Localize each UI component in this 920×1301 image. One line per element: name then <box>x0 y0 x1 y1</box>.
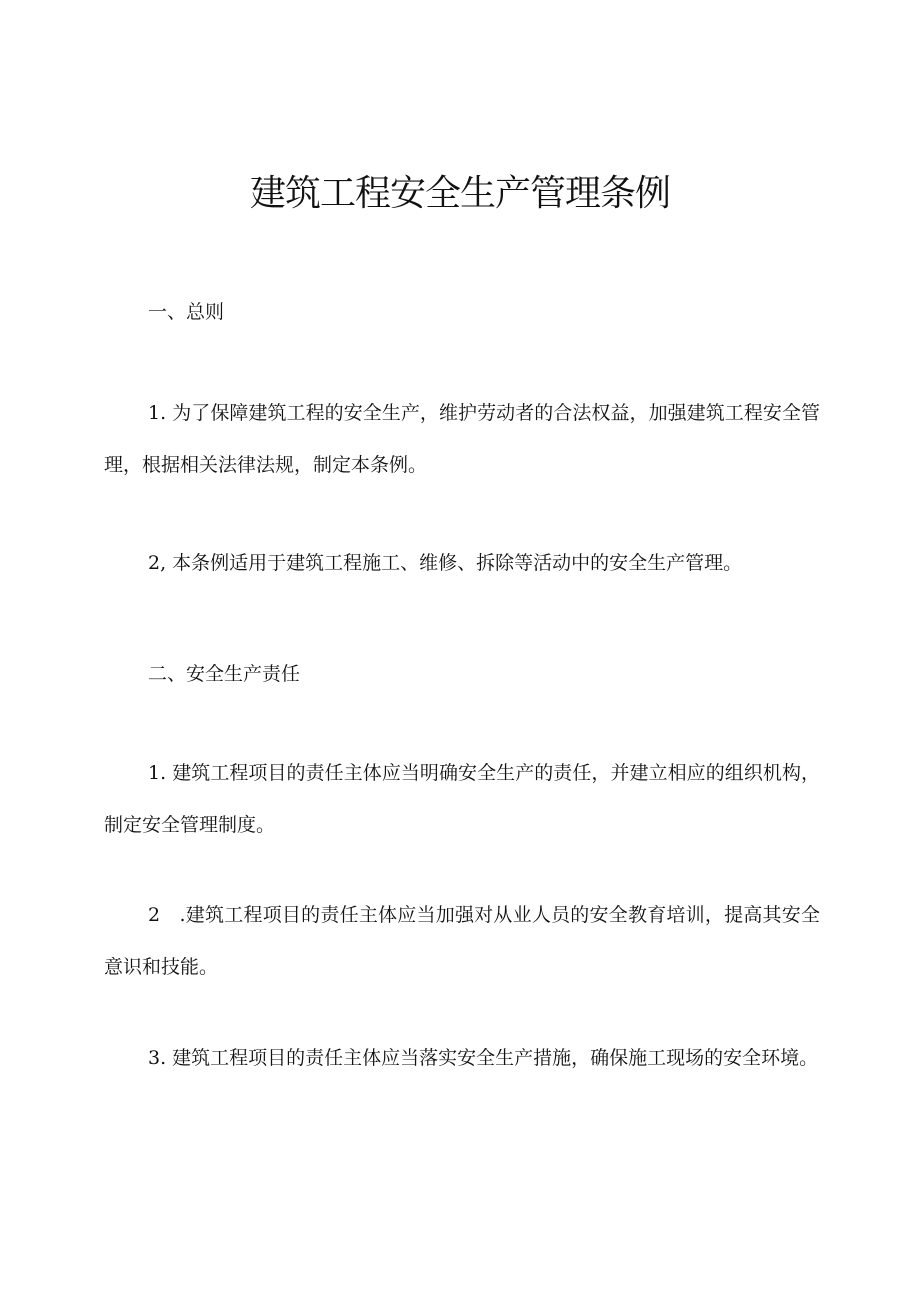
section-heading-general: 一、总则 <box>148 301 225 323</box>
paragraph-general-2: 2, 本条例适用于建筑工程施工、维修、拆除等活动中的安全生产管理。 <box>148 552 743 574</box>
paragraph-responsibility-2: 2 .建筑工程项目的责任主体应当加强对从业人员的安全教育培训，提高其安全意识和技能。 <box>104 904 820 978</box>
paragraph-responsibility-3: 3. 建筑工程项目的责任主体应当落实安全生产措施，确保施工现场的安全环境。 <box>148 1047 819 1069</box>
paragraph-responsibility-1: 1. 建筑工程项目的责任主体应当明确安全生产的责任，并建立相应的组织机构，制定安全管理制度。 <box>104 762 820 836</box>
paragraph-general-1: 1. 为了保障建筑工程的安全生产，维护劳动者的合法权益，加强建筑工程安全管理，根据相关法律法规，制定本条例。 <box>104 402 820 476</box>
document-title: 建筑工程安全生产管理条例 <box>249 173 670 214</box>
section-heading-responsibility: 二、安全生产责任 <box>148 663 301 685</box>
